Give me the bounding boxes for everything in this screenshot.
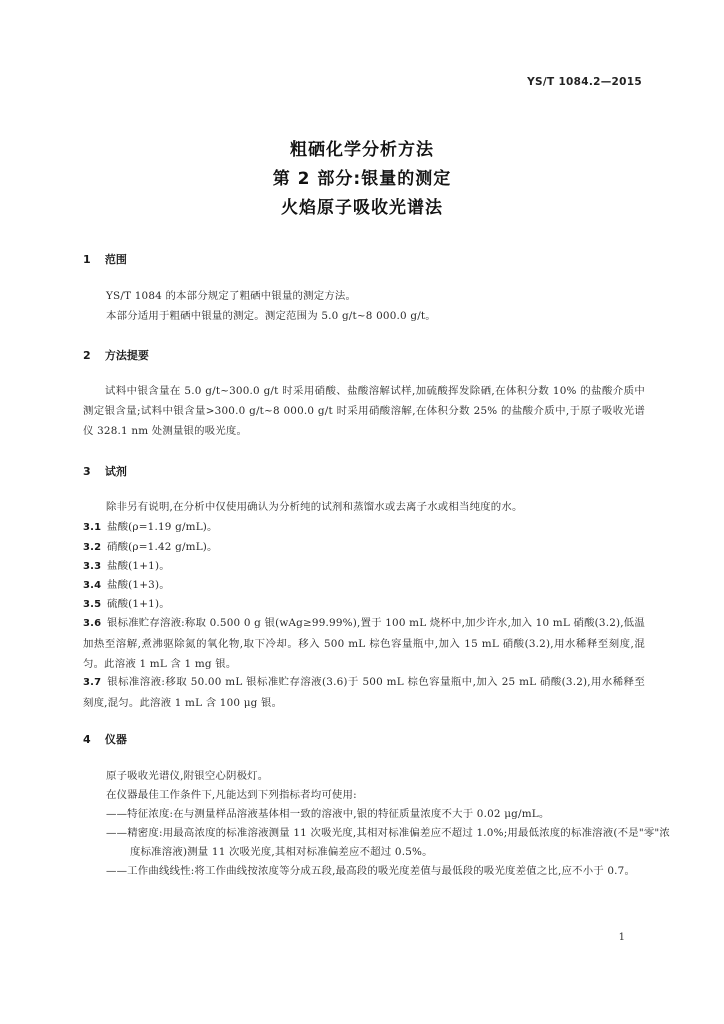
item-text: 盐酸(1+1)。: [107, 560, 170, 572]
section-title: 仪器: [104, 733, 127, 746]
list-item: ——特征浓度:在与测量样品溶液基体相一致的溶液中,银的特征质量浓度不大于 0.02 μg/mL。: [106, 808, 550, 820]
section-1-para-2: 本部分适用于粗硒中银量的测定。测定范围为 5.0 g/t~8 000.0 g/t。: [106, 310, 436, 322]
list-item-3-6: [83, 613, 645, 674]
item-number: 3.3: [83, 561, 102, 572]
section-title: 范围: [104, 253, 127, 266]
item-text: 硝酸(ρ=1.42 g/mL)。: [107, 541, 218, 553]
list-item: [83, 595, 645, 614]
section-3-heading: [83, 463, 127, 479]
standard-code: YS/T 1084.2—2015: [527, 76, 642, 88]
document-title: [0, 136, 724, 223]
section-4-para-2: 在仪器最佳工作条件下,凡能达到下列指标者均可使用:: [106, 789, 357, 801]
list-item: ——精密度:用最高浓度的标准溶液测量 11 次吸光度,其相对标准偏差应不超过 1.0%;用最低浓度的标准溶液(不是"零"浓度标准溶液)测量 11 次吸光度,其相对标准偏差应不超过 0.5%。: [106, 827, 670, 858]
item-number: 3.4: [83, 580, 102, 591]
item-text: 盐酸(ρ=1.19 g/mL)。: [107, 521, 218, 533]
title-line-1: 粗硒化学分析方法: [290, 140, 434, 160]
section-4-heading: [83, 731, 127, 747]
list-item-3-7: [83, 672, 645, 713]
section-3-intro: 除非另有说明,在分析中仅使用确认为分析纯的试剂和蒸馏水或去离子水或相当纯度的水。: [106, 501, 523, 513]
section-2-heading: [83, 347, 149, 363]
section-number: 2: [83, 349, 91, 362]
section-number: 1: [83, 253, 91, 266]
item-number: 3.7: [83, 677, 102, 688]
list-item: [83, 576, 645, 595]
page-number: 1: [618, 932, 625, 943]
section-title: 方法提要: [104, 349, 149, 362]
list-item: [83, 557, 645, 576]
item-number: 3.5: [83, 599, 102, 610]
section-title: 试剂: [104, 465, 127, 478]
section-4-para-1: 原子吸收光谱仪,附银空心阴极灯。: [106, 770, 269, 782]
section-number: 4: [83, 733, 91, 746]
list-item: ——工作曲线线性:将工作曲线按浓度等分成五段,最高段的吸光度差值与最低段的吸光度差值之比,应不小于 0.7。: [106, 865, 636, 877]
title-line-2: 第 2 部分:银量的测定: [272, 169, 452, 189]
item-number: 3.6: [83, 618, 102, 629]
item-text: 银标准溶液:移取 50.00 mL 银标准贮存溶液(3.6)于 500 mL 棕色容量瓶中,加入 25 mL 硝酸(3.2),用水稀释至刻度,混匀。此溶液 1 mL 含 100 μg 银。: [83, 676, 645, 709]
item-text: 盐酸(1+3)。: [107, 579, 170, 591]
section-2-para-1: 试料中银含量在 5.0 g/t~300.0 g/t 时采用硝酸、盐酸溶解试样,加硫酸挥发除硒,在体积分数 10% 的盐酸介质中测定银含量;试料中银含量>300.0 g/t~8 000.0 g/t 时采用硝酸溶解,在体积分数 25% 的盐酸介质中,于原子吸收光谱仪 328.1 nm 处测量银的吸光度。: [83, 385, 645, 437]
section-1-para-1: YS/T 1084 的本部分规定了粗硒中银量的测定方法。: [106, 290, 357, 302]
item-text: 硫酸(1+1)。: [107, 598, 170, 610]
item-text: 银标准贮存溶液:称取 0.500 0 g 银(wAg≥99.99%),置于 100 mL 烧杯中,加少许水,加入 10 mL 硝酸(3.2),低温加热至溶解,煮沸驱除氮的氧化物,取下冷却。移入 500 mL 棕色容量瓶中,加入 15 mL 硝酸(3.2),用水稀释至刻度,混匀。此溶液 1 mL 含 1 mg 银。: [83, 617, 645, 670]
section-number: 3: [83, 465, 91, 478]
title-line-3: 火焰原子吸收光谱法: [281, 198, 443, 218]
item-number: 3.2: [83, 542, 102, 553]
list-item: [83, 518, 645, 537]
list-item: [83, 538, 645, 557]
section-1-heading: [83, 251, 127, 267]
item-number: 3.1: [83, 522, 102, 533]
